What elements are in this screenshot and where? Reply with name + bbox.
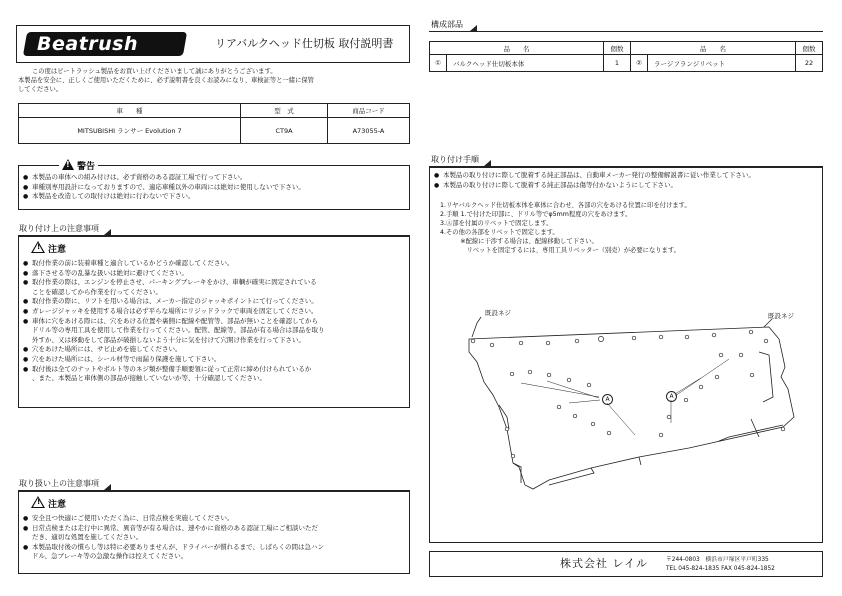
intro-line-2: 本製品を安全に、正しくご使用いただくために、必ず説明書を良くお読みになり、車検証等と一緒に保管 bbox=[18, 77, 314, 84]
handling-cautions-list bbox=[23, 514, 407, 562]
caution-icon: ! bbox=[31, 241, 45, 253]
vehicle-table bbox=[18, 103, 410, 144]
procedure-step: 2.手順 1.で付けた印部に、ドリル等でφ5mm程度の穴をあけます。 bbox=[440, 211, 632, 218]
parts-no-2: ② bbox=[631, 55, 648, 72]
parts-header-name-1: 品 名 bbox=[430, 42, 604, 55]
intro-text bbox=[18, 67, 413, 94]
procedure-step: 1.リヤバルクヘッド仕切板本体を車体に合わせ、各部の穴をあける位置に印を付けます。 bbox=[440, 202, 691, 209]
vehicle-header-type: 型 式 bbox=[241, 104, 328, 118]
company-postal: 〒244-0803 横浜市戸塚区平戸町335 bbox=[666, 557, 769, 563]
caution-item: ● 日常点検または走行中に異常、異音等が有る場合は、速やかに資格のある認証工場にご相談いただ だき、適切な処置を施してください。 bbox=[23, 524, 407, 543]
caution-item: ● ガレージジャッキを使用する場合は必ず平らな場所にリジッドラックで車両を固定してください。 bbox=[23, 307, 407, 317]
caution-item: ● 取付後は全てのナットやボルト等のネジ類が整備手順要領に従って正常に締め付けられているか 、また、本製品と車体側の部品が接触していないか等、十分確認してください。 bbox=[23, 365, 407, 384]
caution-item: ● 取付作業の前に装着車種と適合しているかどうか確認してください。 bbox=[23, 259, 407, 269]
warning-item: ● 車種別専用設計になっておりますので、適応車種以外の車両には絶対に使用しないで下さい。 bbox=[23, 183, 407, 193]
marker-a-right: A bbox=[666, 391, 677, 402]
procedure-steps bbox=[440, 201, 818, 255]
brand-logo-text: Beatrush bbox=[37, 33, 139, 55]
company-box bbox=[429, 551, 823, 577]
company-phone: TEL 045-824-1835 FAX 045-824-1852 bbox=[666, 566, 775, 572]
caution-icon: ! bbox=[31, 496, 45, 508]
caution-item: ● 車体に穴をあける際には、穴をあける位置や裏側に配線や配管等、部品が無いことを確認してから ドリル等の専用工具を使用して作業を行ってください。配管、配線等、部品が有る場合は部品を取り 外すか、又は移動をして部品が破損しないよう十分に気を付けて穴開け作業を行って下さい。 bbox=[23, 317, 407, 346]
procedure-step: 3.Ⓐ部を付属のリベットで固定します。 bbox=[440, 220, 553, 227]
parts-name-2: ラージフランジリベット bbox=[648, 55, 796, 72]
install-cautions-box-title bbox=[31, 241, 66, 256]
vehicle-model-cell: MITSUBISHI ランサー Evolution 7 bbox=[19, 118, 241, 144]
caution-item: ● 穴をあけた場所には、シール材等で雨漏り保護を施して下さい。 bbox=[23, 355, 407, 365]
warning-item: ● 本製品を改造しての取付けは絶対に行わないで下さい。 bbox=[23, 192, 407, 202]
handling-cautions-tab bbox=[104, 484, 111, 490]
warning-list bbox=[23, 173, 407, 202]
warning-box bbox=[18, 160, 410, 210]
vehicle-type-cell: CT9A bbox=[241, 118, 328, 144]
caution-item: ● 取付作業の際に、リフトを用いる場合は、メーカー指定のジャッキポイントにて行ってください。 bbox=[23, 297, 407, 307]
install-cautions-heading: 取り付け上の注意事項 bbox=[19, 224, 99, 233]
parts-tab bbox=[470, 25, 477, 31]
handling-cautions-box bbox=[18, 491, 410, 574]
parts-header-name-2: 品 名 bbox=[631, 42, 796, 55]
vehicle-header-code: 商品コード bbox=[328, 104, 410, 118]
company-name: 株式会社 レイル bbox=[560, 557, 648, 570]
vehicle-header-model: 車 種 bbox=[19, 104, 241, 118]
parts-row bbox=[430, 55, 823, 72]
warning-item: ● 本製品の車体への組み付けは、必ず資格のある認証工場で行って下さい。 bbox=[23, 173, 407, 183]
install-cautions-box bbox=[18, 236, 410, 408]
parts-table bbox=[429, 41, 823, 72]
install-cautions-tab bbox=[104, 229, 111, 235]
handling-cautions-heading: 取り扱い上の注意事項 bbox=[19, 479, 99, 488]
handling-caution-title-text: 注意 bbox=[48, 500, 67, 510]
install-cautions-list bbox=[23, 259, 407, 384]
procedure-note: ● 本製品の取り付けに際して脱着する純正部品は、自動車メーカー発行の整備解説書に従い作業して下さい。 bbox=[434, 171, 820, 181]
procedure-notes bbox=[434, 171, 820, 190]
caution-item: ● 穴をあけた場所には、サビ止めを施してください。 bbox=[23, 345, 407, 355]
left-screw-label: 既設ネジ bbox=[485, 309, 511, 317]
doc-title: リアバルクヘッド仕切板 取付説明書 bbox=[215, 37, 394, 50]
header-box bbox=[16, 25, 410, 63]
caution-item: ● 取付作業の際は、エンジンを停止させ、パーキングブレーキをかけ、車輌が確実に固定されている ことを確認してから作業を行ってください。 bbox=[23, 278, 407, 297]
caution-item: ● 本製品取付後の慣らし等は特に必要ありませんが、ドライバーが慣れるまで、しばらくの間は急ハン ドル、急ブレーキ等の急激な操作は控えてください。 bbox=[23, 543, 407, 562]
intro-line-3: してください。 bbox=[18, 86, 63, 93]
parts-qty-2: 22 bbox=[796, 55, 823, 72]
warning-title bbox=[59, 159, 98, 173]
procedure-note: ● 本製品の取り付けに際して脱着する純正部品は傷等付かないようにして下さい。 bbox=[434, 181, 820, 191]
procedure-tab bbox=[484, 160, 491, 166]
handling-cautions-box-title bbox=[31, 496, 66, 511]
warning-title-text: 警告 bbox=[77, 162, 96, 172]
parts-header-qty-1: 個数 bbox=[604, 42, 631, 55]
procedure-heading: 取り付け手順 bbox=[431, 155, 479, 164]
warning-icon: ! bbox=[62, 159, 74, 170]
parts-header-qty-2: 個数 bbox=[796, 42, 823, 55]
parts-no-1: ① bbox=[430, 55, 447, 72]
caution-title-text: 注意 bbox=[48, 245, 67, 255]
caution-item: ● 安全且つ快適にご使用いただく為に、日常点検を実施してください。 bbox=[23, 514, 407, 524]
marker-a-left: A bbox=[602, 394, 613, 405]
parts-rule bbox=[429, 31, 823, 32]
procedure-box bbox=[429, 167, 823, 543]
procedure-step: ※配線に干渉する場合は、配線移動して下さい。 bbox=[454, 238, 598, 245]
right-screw-label: 既設ネジ bbox=[768, 312, 794, 320]
vehicle-code-cell: A73055-A bbox=[328, 118, 410, 144]
procedure-step: リベットを固定するには、専用工具リベッター（別売）が必要になります。 bbox=[454, 247, 680, 254]
parts-heading: 構成部品 bbox=[431, 20, 463, 29]
parts-name-1: バルクヘッド仕切板本体 bbox=[447, 55, 604, 72]
parts-qty-1: 1 bbox=[604, 55, 631, 72]
caution-item: ● 落下させる等の乱暴な扱いは絶対に避けてください。 bbox=[23, 269, 407, 279]
procedure-step: 4.その他の各部をリベットで固定します。 bbox=[440, 229, 559, 236]
intro-line-1: この度はビートラッシュ製品をお買い上げくださいまして誠にありがとうございます。 bbox=[32, 68, 277, 75]
